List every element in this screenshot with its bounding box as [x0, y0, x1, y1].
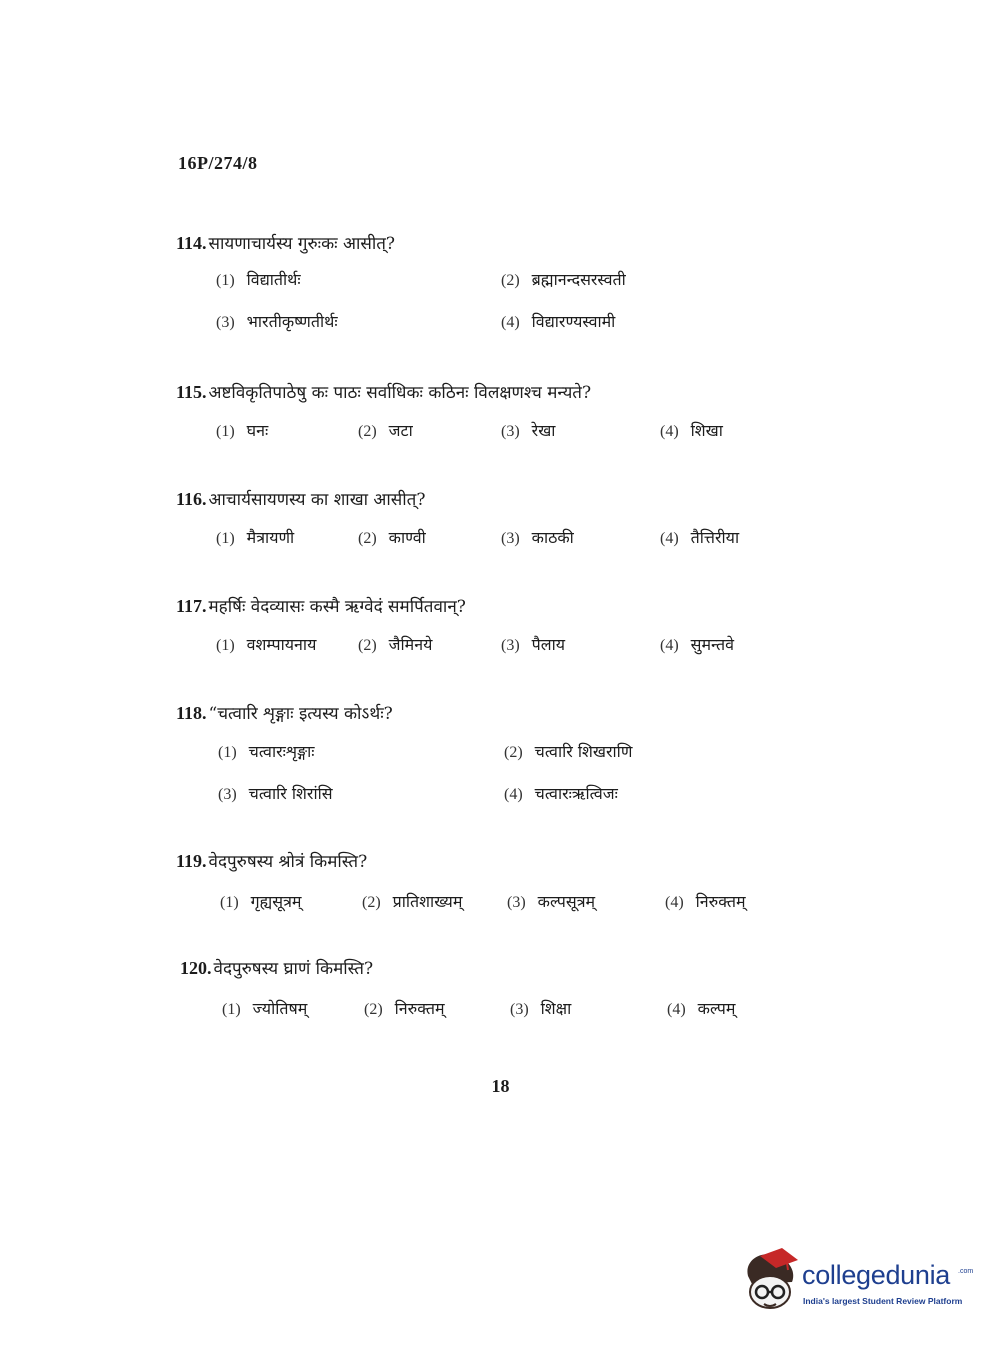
option-text: वशम्पायनाय: [246, 635, 317, 654]
options: [176, 419, 816, 459]
option-3: [510, 997, 571, 1019]
option-number: (4): [660, 530, 679, 547]
option-number: (2): [362, 894, 381, 911]
options: [176, 526, 816, 566]
option-number: (4): [660, 637, 679, 654]
option-2: [358, 526, 426, 548]
options: [176, 633, 816, 673]
option-1: [220, 890, 301, 912]
question-number: 118.: [176, 703, 207, 723]
question-line: [176, 487, 816, 510]
option-text: ज्योतिषम्: [252, 999, 308, 1018]
option-2: [504, 740, 632, 762]
option-text: कल्पम्: [697, 999, 736, 1018]
question-text: “चत्वारि शृङ्गाः इत्यस्य कोऽर्थः?: [208, 704, 393, 724]
option-number: (2): [364, 1001, 383, 1018]
option-number: (1): [220, 894, 239, 911]
mascot-icon: [742, 1248, 800, 1314]
option-3: [501, 633, 565, 655]
question-line: [176, 380, 816, 403]
option-3: [507, 890, 595, 912]
option-text: काण्वी: [388, 528, 426, 547]
option-number: (2): [358, 423, 377, 440]
option-number: (1): [216, 530, 235, 547]
options: [176, 740, 816, 824]
option-text: चत्वारःशृङ्गाः: [248, 742, 315, 761]
logo-wordmark: collegedunia: [802, 1260, 951, 1290]
option-text: चत्वारि शिरांसि: [248, 784, 333, 803]
option-text: तैत्तिरीया: [690, 528, 740, 547]
question-text: वेदपुरुषस्य श्रोत्रं किमस्ति?: [208, 852, 368, 872]
option-text: विद्यारण्यस्वामी: [531, 312, 616, 331]
option-text: शिखा: [690, 421, 723, 440]
question-line: [176, 594, 816, 617]
option-number: (1): [216, 272, 235, 289]
option-number: (4): [660, 423, 679, 440]
option-number: (3): [218, 786, 237, 803]
option-number: (1): [216, 637, 235, 654]
option-2: [358, 419, 413, 441]
option-number: (3): [501, 423, 520, 440]
option-4: [667, 997, 735, 1019]
collegedunia-logo: [742, 1248, 972, 1320]
logo-dotcom: .com: [958, 1268, 974, 1275]
option-number: (3): [501, 530, 520, 547]
question-text: सायणाचार्यस्य गुरुःकः आसीत्?: [208, 234, 396, 254]
option-3: [216, 310, 338, 332]
question-text: वेदपुरुषस्य घ्राणं किमस्ति?: [213, 959, 374, 979]
option-1: [222, 997, 307, 1019]
option-1: [216, 526, 294, 548]
option-number: (3): [507, 894, 526, 911]
option-text: भारतीकृष्णतीर्थः: [246, 312, 338, 331]
options: [176, 890, 816, 930]
option-text: प्रातिशाख्यम्: [392, 892, 463, 911]
option-2: [364, 997, 445, 1019]
option-text: जैमिनये: [388, 635, 433, 654]
option-3: [218, 782, 333, 804]
option-number: (4): [665, 894, 684, 911]
question-number: 114.: [176, 233, 207, 253]
option-text: चत्वारि शिखराणि: [534, 742, 633, 761]
option-1: [216, 633, 316, 655]
option-number: (1): [222, 1001, 241, 1018]
option-3: [501, 526, 574, 548]
question-number: 117.: [176, 596, 207, 616]
options: [176, 997, 816, 1037]
option-text: गृह्यसूत्रम्: [250, 892, 302, 911]
option-number: (2): [504, 744, 523, 761]
option-2: [501, 268, 626, 290]
option-4: [501, 310, 615, 332]
question-number: 120.: [180, 958, 212, 978]
logo-tagline: India's largest Student Review Platform: [803, 1296, 963, 1306]
question-117: [176, 594, 816, 673]
option-4: [660, 633, 734, 655]
question-number: 116.: [176, 489, 207, 509]
option-2: [362, 890, 462, 912]
page-number: 18: [491, 1076, 510, 1096]
question-120: [176, 956, 816, 1037]
options: [176, 268, 816, 352]
question-text: आचार्यसायणस्य का शाखा आसीत्?: [208, 490, 426, 510]
question-text: महर्षिः वेदव्यासः कस्मै ऋग्वेदं समर्पितवान्?: [208, 597, 466, 617]
question-115: [176, 380, 816, 459]
option-text: शिक्षा: [540, 999, 572, 1018]
paper-code: 16P/274/8: [178, 153, 258, 173]
question-number: 119.: [176, 851, 207, 871]
option-1: [218, 740, 315, 762]
option-number: (2): [358, 530, 377, 547]
option-1: [216, 419, 268, 441]
option-4: [504, 782, 618, 804]
option-text: विद्यातीर्थः: [246, 270, 301, 289]
question-118: [176, 701, 816, 824]
option-text: चत्वारःऋत्विजः: [534, 784, 618, 803]
question-line: [176, 956, 816, 979]
option-number: (4): [501, 314, 520, 331]
option-number: (2): [358, 637, 377, 654]
question-line: [176, 849, 816, 872]
option-text: निरुक्तम्: [695, 892, 746, 911]
question-119: [176, 849, 816, 930]
option-number: (3): [501, 637, 520, 654]
question-text: अष्टविकृतिपाठेषु कः पाठः सर्वाधिकः कठिनः विलक्षणश्च मन्यते?: [208, 383, 592, 403]
option-number: (3): [216, 314, 235, 331]
option-4: [660, 419, 723, 441]
option-4: [665, 890, 746, 912]
option-text: रेखा: [531, 421, 556, 440]
option-text: पैलाय: [531, 635, 566, 654]
question-number: 115.: [176, 382, 207, 402]
option-3: [501, 419, 555, 441]
option-4: [660, 526, 739, 548]
question-line: [176, 231, 816, 254]
option-text: सुमन्तवे: [690, 635, 734, 654]
option-number: (1): [216, 423, 235, 440]
option-number: (3): [510, 1001, 529, 1018]
question-116: [176, 487, 816, 566]
question-line: [176, 701, 816, 724]
option-text: काठकी: [531, 528, 574, 547]
option-text: कल्पसूत्रम्: [537, 892, 596, 911]
option-number: (1): [218, 744, 237, 761]
option-number: (2): [501, 272, 520, 289]
option-1: [216, 268, 301, 290]
option-number: (4): [504, 786, 523, 803]
option-text: घनः: [246, 421, 269, 440]
option-text: निरुक्तम्: [394, 999, 445, 1018]
option-text: ब्रह्मानन्दसरस्वती: [531, 270, 626, 289]
question-114: [176, 231, 816, 352]
option-text: मैत्रायणी: [246, 528, 295, 547]
option-text: जटा: [388, 421, 413, 440]
option-2: [358, 633, 432, 655]
option-number: (4): [667, 1001, 686, 1018]
